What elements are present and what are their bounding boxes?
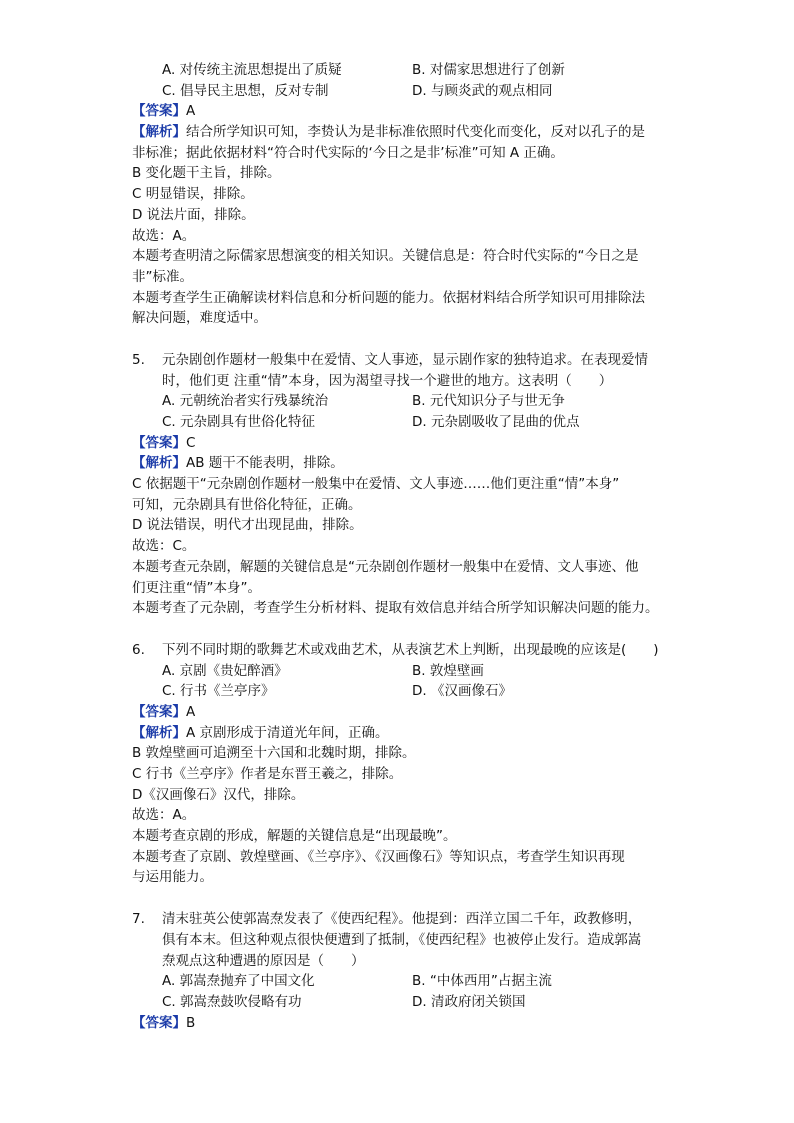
q4-explanation-line: D 说法片面，排除。 xyxy=(132,206,255,223)
q6-explanation-line: B 敦煌壁画可追溯至十六国和北魏时期，排除。 xyxy=(132,745,416,762)
q5-answer-value: C xyxy=(186,434,196,451)
q5-option-d: D. 元杂剧吸收了昆曲的优点 xyxy=(412,414,580,430)
q5-explanation-line xyxy=(132,453,662,474)
q5-options-row-1 xyxy=(132,391,662,412)
q6-explanation-line: C 行书《兰亭序》作者是东晋王羲之，排除。 xyxy=(132,766,403,782)
q5-explanation-text: AB 题干不能表明，排除。 xyxy=(186,455,344,472)
q6-explanation-text: A 京剧形成于清道光年间，正确。 xyxy=(186,724,389,741)
q6-explanation-line: 本题考查京剧的形成，解题的关键信息是“出现最晚”。 xyxy=(132,828,457,845)
q4-answer xyxy=(132,101,662,122)
q4-explanation-line: 非”标准。 xyxy=(132,268,193,285)
q4-explanation-line: B 变化题干主旨，排除。 xyxy=(132,165,281,182)
q7-option-a: A. 郭嵩焘抛弃了中国文化 xyxy=(162,973,315,990)
q7-answer-value: B xyxy=(186,1014,196,1031)
q5-explanation-line: 故选：C。 xyxy=(132,538,196,555)
q5-option-b: B. 元代知识分子与世无争 xyxy=(412,393,565,410)
spacer xyxy=(132,619,662,640)
q7-option-b: B. “中体西用”占据主流 xyxy=(412,973,552,990)
q5-number: 5. xyxy=(132,351,145,368)
spacer xyxy=(132,888,662,909)
q4-explanation-text: 结合所学知识可知，李贽认为是非标准依照时代变化而变化，反对以孔子的是 xyxy=(186,124,645,141)
q5-explanation-tag: 【解析】 xyxy=(132,455,186,472)
q6-answer-value: A xyxy=(186,703,196,720)
q4-option-a: A. 对传统主流思想提出了质疑 xyxy=(162,62,342,78)
q4-options-row-2 xyxy=(132,81,662,102)
q7-stem-line: 清末驻英公使郭嵩焘发表了《使西纪程》。他提到：西洋立国二千年，政教修明， xyxy=(162,911,642,928)
q5-explanation-line: 本题考查元杂剧，解题的关键信息是“元杂剧创作题材一般集中在爱情、文人事迹、他 xyxy=(132,558,639,575)
q6-option-a: A. 京剧《贵妃醉酒》 xyxy=(162,662,288,679)
q6-stem-line: 下列不同时期的歌舞艺术或戏曲艺术，从表演艺术上判断，出现最晚的应该是( ) xyxy=(162,641,659,658)
q4-explanation-line: 解决问题，难度适中。 xyxy=(132,310,267,327)
document-content xyxy=(132,60,662,1033)
q5-stem xyxy=(132,350,662,391)
q5-explanation-line: D 说法错误，明代才出现昆曲，排除。 xyxy=(132,517,363,534)
q6-option-b: B. 敦煌壁画 xyxy=(412,662,484,679)
q4-options-row-1 xyxy=(132,60,662,81)
q5-answer-tag: 【答案】 xyxy=(132,434,186,451)
q7-number: 7. xyxy=(132,911,145,928)
q6-answer xyxy=(132,702,662,723)
q7-stem-line: 焘观点这种遭遇的原因是（ ） xyxy=(162,952,365,969)
q7-option-c: C. 郭嵩焘鼓吹侵略有功 xyxy=(162,993,302,1010)
q7-options-row-1 xyxy=(132,971,662,992)
q5-options-row-2 xyxy=(132,412,662,433)
q5-explanation-line: 们更注重“情”本身”。 xyxy=(132,579,261,596)
q5-option-a: A. 元朝统治者实行残暴统治 xyxy=(162,393,329,410)
q4-option-c: C. 倡导民主思想，反对专制 xyxy=(162,82,329,99)
q6-stem xyxy=(132,640,662,661)
q5-stem-line: 时，他们更 注重“情”本身，因为渴望寻找一个避世的地方。这表明（ ） xyxy=(162,372,613,389)
q6-options-row-2 xyxy=(132,681,662,702)
q4-explanation-tag: 【解析】 xyxy=(132,124,186,141)
q6-explanation-line: 本题考查了京剧、敦煌壁画、《兰亭序》、《汉画像石》等知识点，考查学生知识再现 xyxy=(132,848,625,865)
q5-explanation-line: 本题考查了元杂剧，考查学生分析材料、提取有效信息并结合所学知识解决问题的能力。 xyxy=(132,600,659,617)
q6-option-d: D. 《汉画像石》 xyxy=(412,683,512,700)
q5-stem-line: 元杂剧创作题材一般集中在爱情、文人事迹，显示剧作家的独特追求。在表现爱情 xyxy=(162,351,648,368)
q4-explanation-line: 故选：A。 xyxy=(132,227,196,244)
q6-answer-tag: 【答案】 xyxy=(132,703,186,720)
q7-option-d: D. 清政府闭关锁国 xyxy=(412,993,526,1010)
q4-explanation-line: 非标准；据此依据材料“符合时代实际的‘今日之是非’标准”可知 A 正确。 xyxy=(132,144,564,161)
q5-explanation-line: C 依据题干“元杂剧创作题材一般集中在爱情、文人事迹……他们更注重“情”本身” xyxy=(132,476,620,493)
q7-answer xyxy=(132,1013,662,1034)
q6-option-c: C. 行书《兰亭序》 xyxy=(162,683,275,700)
q5-option-c: C. 元杂剧具有世俗化特征 xyxy=(162,414,316,430)
q4-answer-tag: 【答案】 xyxy=(132,103,186,120)
q7-options-row-2 xyxy=(132,992,662,1013)
q4-option-b: B. 对儒家思想进行了创新 xyxy=(412,62,565,78)
q6-explanation-tag: 【解析】 xyxy=(132,724,186,741)
q4-explanation-line: C 明显错误，排除。 xyxy=(132,186,254,203)
q6-options-row-1 xyxy=(132,661,662,682)
q7-stem-line: 俱有本末。但这种观点很快便遭到了抵制，《使西纪程》也被停止发行。造成郭嵩 xyxy=(162,931,642,948)
q6-explanation-line: 与运用能力。 xyxy=(132,869,213,886)
q5-explanation-line: 可知，元杂剧具有世俗化特征，正确。 xyxy=(132,496,362,513)
q4-answer-value: A xyxy=(186,103,196,120)
q4-explanation-line: 本题考查明清之际儒家思想演变的相关知识。关键信息是：符合时代实际的“今日之是 xyxy=(132,248,639,265)
q6-number: 6. xyxy=(132,641,145,658)
q4-explanation-line: 本题考查学生正确解读材料信息和分析问题的能力。依据材料结合所学知识可用排除法 xyxy=(132,289,645,306)
q4-explanation-line xyxy=(132,122,662,143)
q5-answer xyxy=(132,433,662,454)
q6-explanation-line xyxy=(132,723,662,744)
q7-answer-tag: 【答案】 xyxy=(132,1014,186,1031)
q4-option-d: D. 与顾炎武的观点相同 xyxy=(412,82,553,99)
q7-stem xyxy=(132,909,662,971)
q6-explanation-line: 故选：A。 xyxy=(132,807,196,824)
q6-explanation-line: D《汉画像石》汉代，排除。 xyxy=(132,786,305,803)
spacer xyxy=(132,329,662,350)
